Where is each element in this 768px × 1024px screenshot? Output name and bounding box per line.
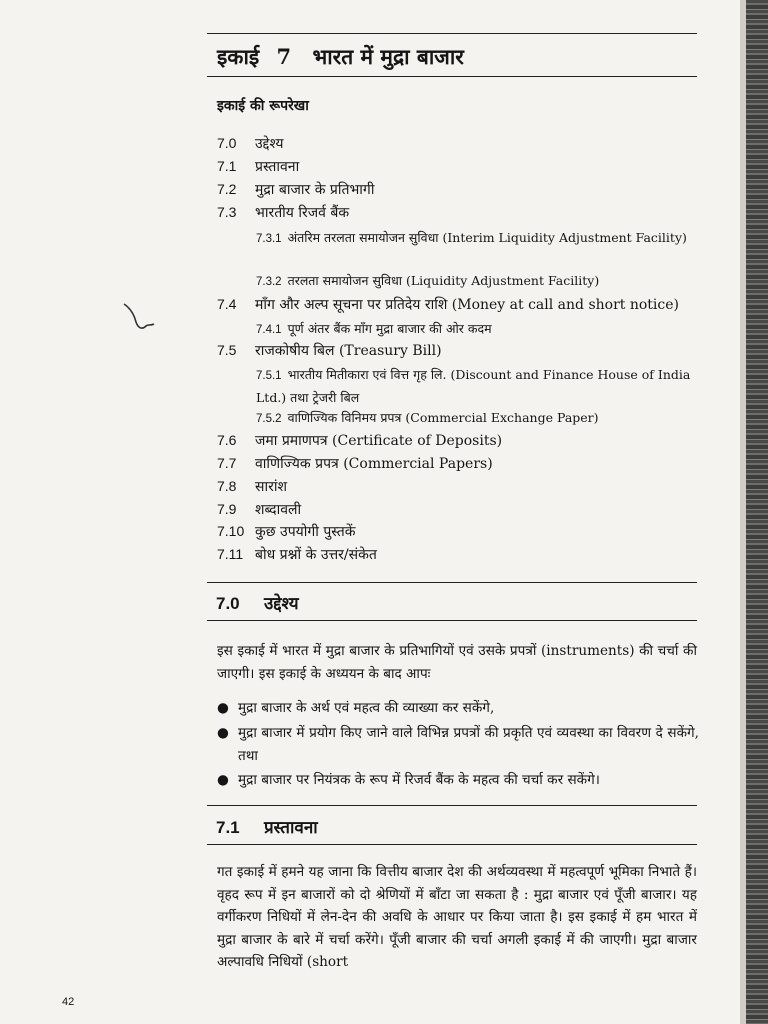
toc-item: 7.8 सारांश <box>217 478 287 495</box>
unit-title-text: भारत में मुद्रा बाजार <box>312 44 464 69</box>
toc-item: 7.0 उद्देश्य <box>217 135 284 152</box>
objective-bullet: ● मुद्रा बाजार के अर्थ एवं महत्व की व्याख्या कर सकेंगे, <box>217 697 699 720</box>
unit-title-number: 7 <box>276 44 292 69</box>
toc-subitem: 7.3.2 तरलता समायोजन सुविधा (Liquidity Adjustment Facility) <box>256 273 600 288</box>
section-70-heading: 7.0 उद्देश्य <box>216 594 299 614</box>
toc-item: 7.3 भारतीय रिजर्व बैंक <box>217 204 350 221</box>
toc-item: 7.4 माँग और अल्प सूचना पर प्रतिदेय राशि (Money at call and short notice) <box>217 296 679 313</box>
unit-title-prefix: इकाई <box>217 44 260 69</box>
section-70-top-rule <box>207 582 697 583</box>
section-71-bottom-rule <box>207 844 697 845</box>
toc-item: 7.11 बोध प्रश्नों के उत्तर/संकेत <box>217 546 377 563</box>
section-70-intro: इस इकाई में भारत में मुद्रा बाजार के प्रतिभागियों एवं उसके प्रपत्रों (instruments) की चर्चा की जाएगी। इस इकाई के अध्ययन के बाद आपः <box>217 643 697 682</box>
toc-item: 7.7 वाणिज्यिक प्रपत्र (Commercial Papers) <box>217 455 493 472</box>
toc-item: 7.10 कुछ उपयोगी पुस्तकें <box>217 523 356 540</box>
title-bottom-rule <box>207 76 697 77</box>
toc-subitem: 7.5.2 वाणिज्यिक विनिमय प्रपत्र (Commercial Exchange Paper) <box>256 410 599 425</box>
toc-item: 7.9 शब्दावली <box>217 501 302 518</box>
toc-item: 7.6 जमा प्रमाणपत्र (Certificate of Deposits) <box>217 432 503 449</box>
section-71-heading: 7.1 प्रस्तावना <box>216 818 318 838</box>
bullet-dot-icon: ● <box>217 700 229 716</box>
title-top-rule <box>207 33 697 34</box>
bullet-dot-icon: ● <box>217 772 229 788</box>
outline-heading: इकाई की रूपरेखा <box>217 98 309 114</box>
toc-item: 7.2 मुद्रा बाजार के प्रतिभागी <box>217 181 375 198</box>
toc-item: 7.5 राजकोषीय बिल (Treasury Bill) <box>217 342 442 359</box>
objective-bullet: ● मुद्रा बाजार में प्रयोग किए जाने वाले विभिन्न प्रपत्रों की प्रकृति एवं व्यवस्था का विवरण दे सकेंगे, तथा <box>217 722 699 767</box>
objective-bullet: ● मुद्रा बाजार पर नियंत्रक के रूप में रिजर्व बैंक के महत्व की चर्चा कर सकेंगे। <box>217 769 699 792</box>
margin-scribble-icon <box>120 300 158 336</box>
scanned-page-edge <box>746 0 768 1024</box>
section-70-bottom-rule <box>207 620 697 621</box>
unit-title <box>217 43 464 71</box>
bullet-dot-icon: ● <box>217 725 229 741</box>
page-number: 42 <box>62 996 75 1008</box>
toc-item: 7.1 प्रस्तावना <box>217 158 300 175</box>
section-71-top-rule <box>207 805 697 806</box>
toc-subitem: 7.4.1 पूर्ण अंतर बैंक माँग मुद्रा बाजार की ओर कदम <box>256 321 492 336</box>
toc-subitem: 7.5.1 भारतीय मितीकारा एवं वित्त गृह लि. (Discount and Finance House of India Ltd.) तथा ट्रेजरी बिल <box>256 367 691 405</box>
toc-subitem: 7.3.1 अंतरिम तरलता समायोजन सुविधा (Interim Liquidity Adjustment Facility) <box>256 230 687 245</box>
section-71-body: गत इकाई में हमने यह जाना कि वित्तीय बाजार देश की अर्थव्यवस्था में महत्वपूर्ण भूमिका निभाते हैं। वृहद रूप में इन बाजारों को दो श्रेणियों में बाँटा जा सकता है : मुद्रा बाजार एवं पूँजी बाजार। यह वर्गीकरण निधियों में लेन-देन की अवधि के आधार पर किया जाता है। इस इकाई में हम भारत में मुद्रा बाजार के बारे में चर्चा करेंगे। पूँजी बाजार की चर्चा अगली इकाई में की जाएगी। मुद्रा बाजार अल्पावधि निधियों (short <box>217 864 697 971</box>
